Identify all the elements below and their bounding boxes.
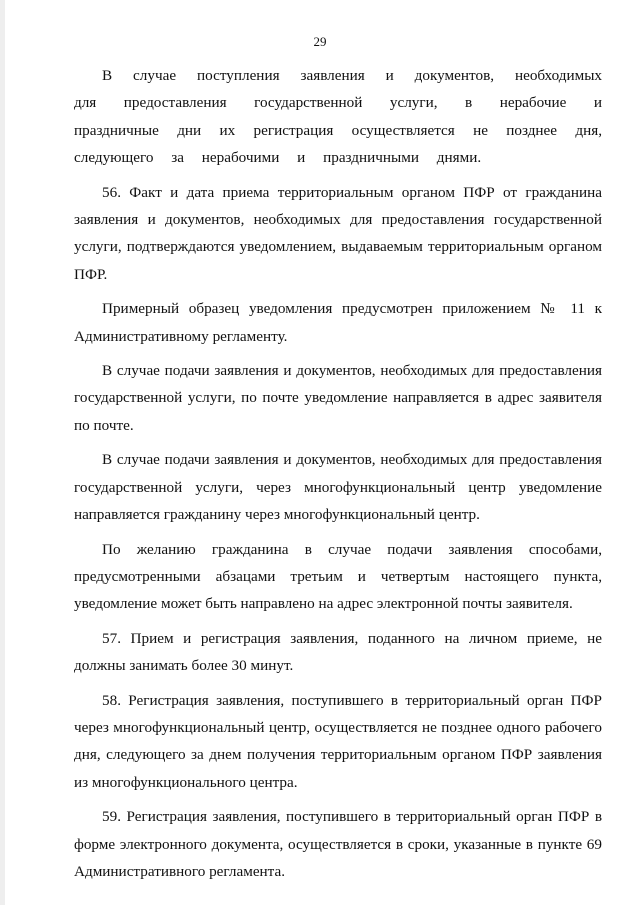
paragraph-56: 56. Факт и дата приема территориальным органом ПФР от гражданина заявления и документов, необходимых для предоставления государственной услуги, подтверждаются уведомлением, выдаваемым территориальным органом ПФР. [74, 183, 602, 283]
paragraph-57: 57. Прием и регистрация заявления, поданного на личном приеме, не должны занимать более 30 минут. [74, 629, 602, 675]
paragraph-notice-sample: Примерный образец уведомления предусмотрен приложением № 11 к Административному регламенту. [74, 300, 602, 345]
scan-edge [0, 0, 5, 905]
paragraph-59: 59. Регистрация заявления, поступившего в территориальный орган ПФР в форме электронного документа, осуществляется в сроки, указанные в пункте 69 Административного регламента. [74, 808, 602, 880]
document-body [74, 62, 602, 892]
paragraph-58: 58. Регистрация заявления, поступившего в территориальный орган ПФР через многофункциональный центр, осуществляется не позднее одного рабочего дня, следующего за днем получения территориальным органом ПФР заявления из многофункционального центра. [74, 691, 602, 791]
page-number: 29 [313, 34, 327, 49]
paragraph-by-mail: В случае подачи заявления и документов, необходимых для предоставления государственной услуги, по почте уведомление направляется в адрес заявителя по почте. [74, 362, 602, 434]
paragraph-via-mfc: В случае подачи заявления и документов, необходимых для предоставления государственной услуги, через многофункциональный центр уведомление направляется гражданину через многофункциональный центр. [74, 451, 602, 524]
paragraph-email-notice: По желанию гражданина в случае подачи заявления способами, предусмотренными абзацами третьим и четвертым настоящего пункта, уведомление может быть направлено на адрес электронной почты заявителя. [74, 540, 602, 613]
paragraph-holiday-registration: В случае поступления заявления и документов, необходимых для предоставления государственной услуги, в нерабочие и праздничные дни их регистрация осуществляется не позднее дня, следующего за нерабочими и праздничными днями. [74, 67, 602, 167]
